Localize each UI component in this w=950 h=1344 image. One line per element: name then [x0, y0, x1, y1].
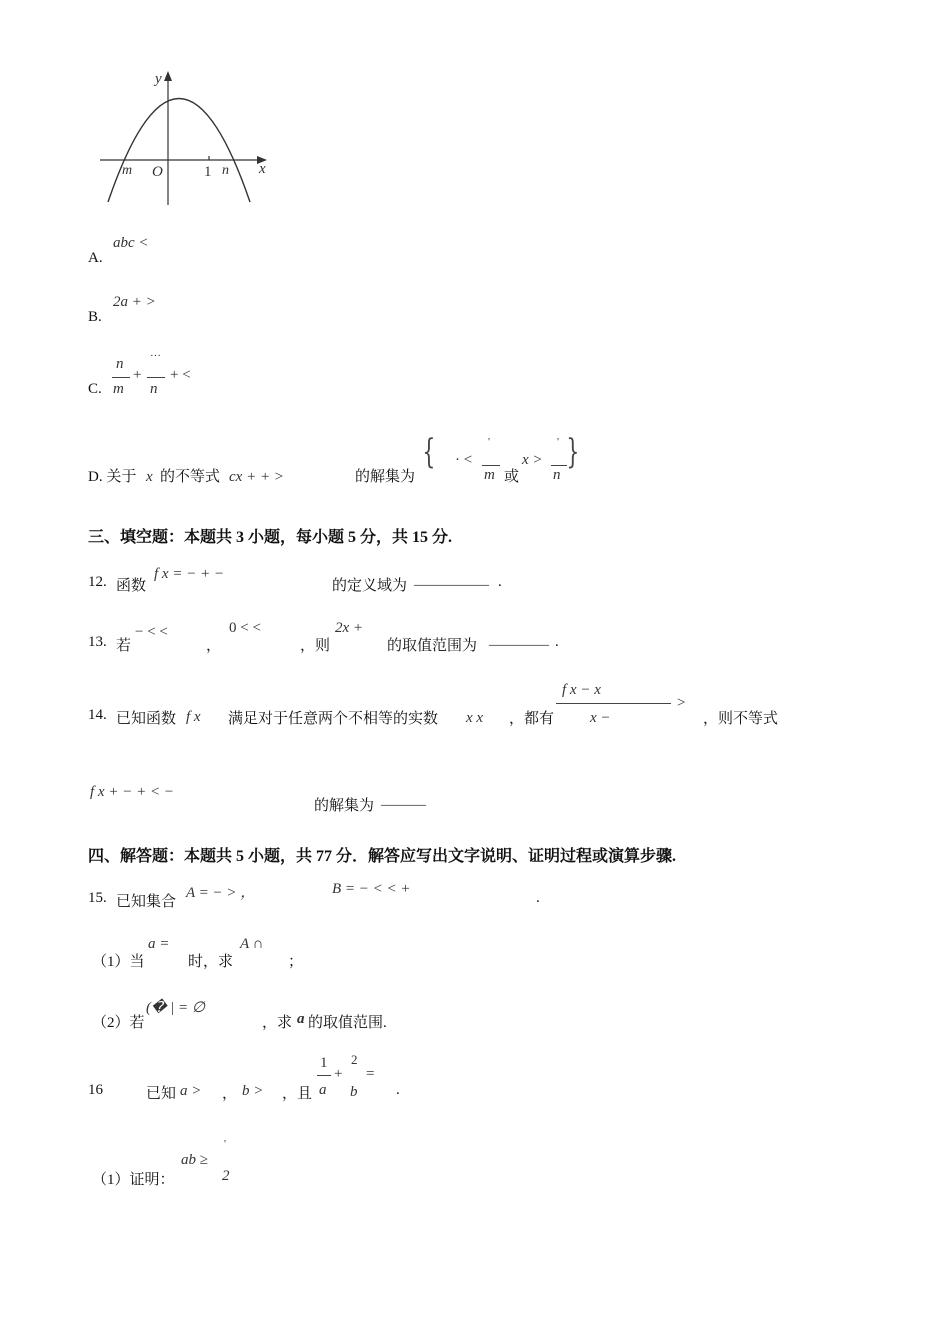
q16-number: 16	[88, 1082, 103, 1098]
option-d-brace-left: {	[422, 432, 436, 472]
q14-blank[interactable]: ______	[381, 792, 426, 808]
option-c-num2: ···	[150, 350, 161, 362]
option-c-den2: n	[150, 381, 158, 397]
q15-part2-text2: 的取值范围.	[308, 1015, 387, 1031]
q15-b-set: B = − < < +	[332, 881, 411, 897]
q13-expr3: 2x +	[335, 620, 364, 636]
parabola-graph	[95, 65, 280, 210]
q15-part1-label: （1）当	[92, 954, 145, 970]
option-c-num1: n	[116, 356, 124, 372]
q13-expr2: 0 < <	[229, 620, 261, 636]
option-d-set-den2: n	[553, 467, 561, 483]
option-c-plus: +	[133, 367, 142, 383]
option-c-frac-line-1	[112, 377, 130, 378]
option-a-label: A.	[88, 250, 103, 266]
q16-n1: 1	[320, 1055, 328, 1071]
q13-number: 13.	[88, 634, 107, 650]
option-d-var: x	[146, 469, 153, 485]
q14-expr2: f x + − + < −	[90, 784, 174, 800]
q14-gt: >	[677, 695, 686, 711]
option-d-text1: 的不等式	[160, 469, 221, 485]
q15-part2-text: ，求	[262, 1015, 293, 1031]
option-c-frac-line-2	[147, 377, 165, 378]
one-label: 1	[204, 164, 212, 180]
q13-text2: ，则	[300, 638, 331, 654]
option-c-tail: + <	[170, 367, 191, 383]
q12-text2: 的定义域为	[332, 578, 408, 594]
q12-blank[interactable]: __________	[414, 572, 489, 588]
q15-text1: 已知集合	[116, 894, 177, 910]
option-d-set-tick2: '	[557, 436, 559, 448]
q14-text2: 满足对于任意两个不相等的实数	[228, 711, 439, 727]
section-4-heading: 四、解答题：本题共 5 小题，共 77 分．解答应写出文字说明、证明过程或演算步骤.	[88, 848, 677, 865]
q12-text1: 函数	[116, 578, 147, 594]
q12-number: 12.	[88, 574, 107, 590]
q13-expr1: − < <	[135, 624, 168, 640]
q13-blank[interactable]: ________	[489, 632, 549, 648]
q15-part1-text: 时，求	[188, 954, 234, 970]
option-d-label: D. 关于	[88, 469, 137, 485]
q16-part1-label: （1）证明：	[92, 1172, 175, 1188]
q14-text5: 的解集为	[314, 798, 375, 814]
q14-fx: f x	[186, 709, 201, 725]
q14-number: 14.	[88, 707, 107, 723]
q16-part1-expr: ab ≥	[181, 1152, 208, 1168]
q15-part1-expr: a =	[148, 936, 170, 952]
q16-end: .	[396, 1082, 400, 1098]
q14-frac-line	[556, 703, 671, 704]
q15-part1-end: ；	[288, 954, 304, 970]
option-d-set-gt: x >	[522, 452, 543, 468]
option-c-label: C.	[88, 381, 102, 397]
q14-text3: ，都有	[509, 711, 555, 727]
option-a-expr: abc <	[113, 235, 149, 251]
q15-end: .	[536, 890, 540, 906]
option-d-expr: cx + + >	[229, 469, 284, 485]
q13-comma1: ，	[206, 638, 222, 654]
y-label: y	[155, 71, 162, 87]
q16-eq: =	[366, 1066, 375, 1082]
q15-part2-var: a	[297, 1011, 305, 1027]
q12-end: .	[498, 574, 502, 590]
q16-text2: ，且	[282, 1086, 313, 1102]
option-d-frac-line-2	[551, 465, 567, 466]
q13-text1: 若	[116, 638, 132, 654]
option-d-brace-right: }	[566, 432, 580, 472]
q16-plus: +	[334, 1066, 343, 1082]
origin-label: O	[152, 164, 163, 180]
option-d-frac-line-1	[482, 465, 500, 466]
n-label: n	[222, 163, 229, 178]
q15-a-set: A = − > ，	[186, 885, 256, 901]
q16-d2: b	[350, 1084, 358, 1100]
q16-expr1: a >	[180, 1083, 202, 1099]
q14-text1: 已知函数	[116, 711, 177, 727]
q16-expr2: b >	[242, 1083, 264, 1099]
q16-part1-den: 2	[222, 1168, 230, 1184]
option-d-set-tick1: '	[488, 436, 490, 448]
q16-part1-tick: '	[224, 1138, 226, 1150]
q16-comma: ，	[222, 1086, 238, 1102]
q14-vars: x x	[466, 710, 484, 726]
option-d-set-or: 或	[504, 469, 520, 485]
q13-text3: 的取值范围为	[387, 638, 478, 654]
m-label: m	[122, 163, 133, 178]
q13-end: .	[555, 634, 559, 650]
x-label: x	[259, 161, 266, 177]
q16-text1: 已知	[146, 1086, 177, 1102]
q14-frac-den: x −	[590, 710, 611, 726]
option-d-set-den: m	[484, 467, 495, 483]
q14-text4: ，则不等式	[703, 711, 779, 727]
q15-part2-label: （2）若	[92, 1015, 145, 1031]
q16-frac-line-1	[317, 1075, 331, 1076]
option-d-text2: 的解集为	[355, 469, 416, 485]
q16-n2: 2	[351, 1052, 358, 1067]
option-d-set-lt: · <	[455, 452, 473, 468]
q12-expr: f x = − + −	[154, 566, 225, 582]
option-b-label: B.	[88, 309, 102, 325]
section-3-heading: 三、填空题：本题共 3 小题，每小题 5 分，共 15 分.	[88, 529, 453, 546]
q15-number: 15.	[88, 890, 107, 906]
q14-frac-num: f x − x	[562, 682, 601, 698]
q16-d1: a	[319, 1082, 327, 1098]
q15-part1-expr2: A ∩	[240, 936, 264, 952]
parabola-curve	[108, 99, 250, 203]
option-c-den1: m	[113, 381, 124, 397]
option-b-expr: 2a + >	[113, 294, 156, 310]
y-axis-arrow-icon	[164, 71, 172, 81]
q15-part2-expr: (� | = ∅	[146, 1000, 205, 1016]
